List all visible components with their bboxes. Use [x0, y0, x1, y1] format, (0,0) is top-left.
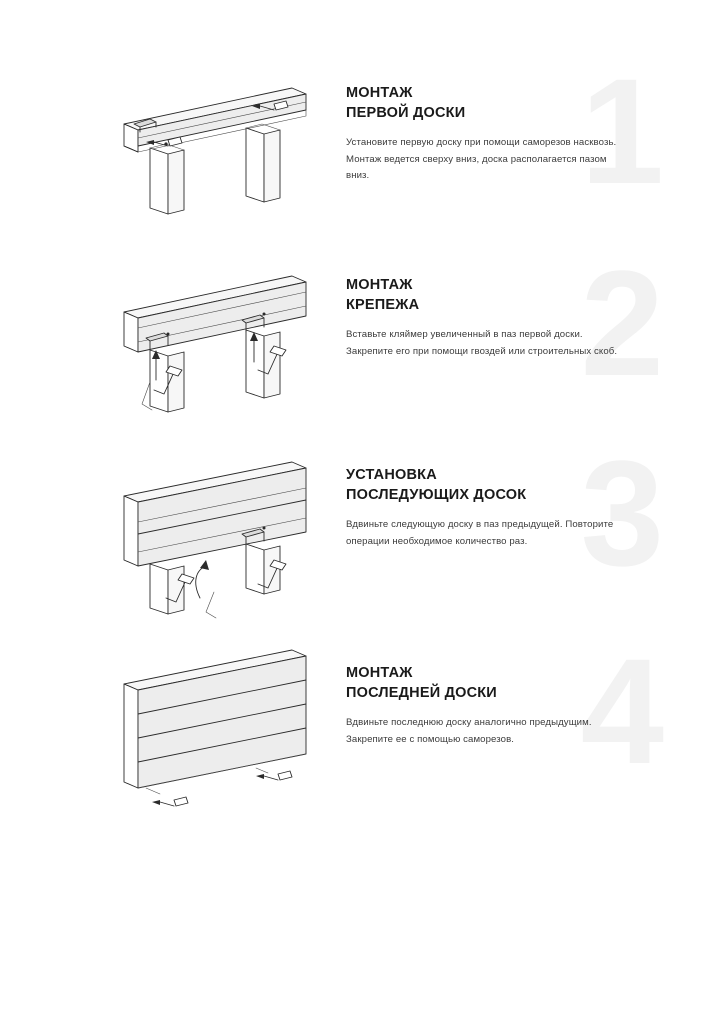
step-2 — [96, 239, 696, 442]
step-2-heading-line1: МОНТАЖ — [346, 277, 413, 293]
step-1-body: Установите первую доску при помощи саморезов насквозь. Монтаж ведется сверху вниз, доска располагается пазом вниз. — [346, 137, 617, 182]
step-2-heading — [346, 276, 656, 315]
step-2-heading-line2: КРЕПЕЖА — [346, 296, 420, 313]
step-1-heading — [346, 84, 656, 123]
step-1-heading-line2: ПЕРВОЙ ДОСКИ — [346, 104, 466, 121]
step-1-heading-line1: МОНТАЖ — [346, 85, 413, 101]
step-4-heading-line1: МОНТАЖ — [346, 665, 413, 681]
step-4-text — [346, 627, 696, 795]
first-board-mounting-diagram — [96, 80, 346, 240]
step-4-heading — [346, 664, 656, 703]
step-3-body: Вдвиньте следующую доску в паз предыдущей. Повторите операции необходимое количество раз. — [346, 519, 614, 547]
step-3-number: 3 — [580, 429, 660, 597]
step-4-number: 4 — [580, 627, 660, 795]
subsequent-boards-diagram — [96, 462, 346, 632]
step-3-text — [346, 429, 696, 597]
step-3-heading-line2: ПОСЛЕДУЮЩИХ ДОСОК — [346, 486, 527, 503]
step-1-number: 1 — [580, 47, 660, 215]
step-3 — [96, 429, 696, 632]
step-4-heading-line2: ПОСЛЕДНЕЙ ДОСКИ — [346, 684, 497, 701]
step-1-text — [346, 47, 696, 215]
screw-arrow-bottom-right — [256, 771, 292, 780]
step-4 — [96, 627, 696, 830]
insert-arrow-curve — [196, 560, 209, 598]
step-1 — [96, 47, 696, 250]
step-3-heading-line1: УСТАНОВКА — [346, 467, 437, 483]
step-2-text — [346, 239, 696, 407]
fastener-mounting-diagram — [96, 272, 346, 432]
step-2-number: 2 — [580, 239, 660, 407]
step-3-heading — [346, 466, 656, 505]
last-board-mounting-diagram — [96, 660, 346, 830]
step-2-body: Вставьте кляймер увеличенный в паз первой доски. Закрепите его при помощи гвоздей или строительных скоб. — [346, 329, 618, 357]
step-4-body: Вдвиньте последнюю доску аналогично предыдущим. Закрепите ее с помощью саморезов. — [346, 717, 592, 745]
screw-arrow-bottom-left — [152, 797, 188, 806]
